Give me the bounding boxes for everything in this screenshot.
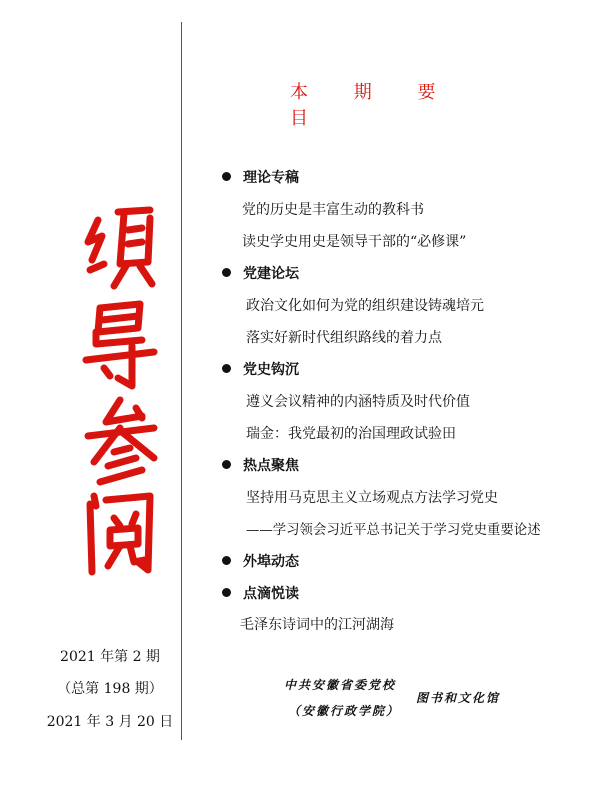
bullet-icon	[222, 556, 231, 565]
toc-item[interactable]: 党的历史是丰富生动的教科书	[242, 202, 424, 218]
toc-section-4[interactable]	[222, 455, 299, 475]
toc-item[interactable]: 落实好新时代组织路线的着力点	[246, 330, 442, 346]
toc-section-5[interactable]	[222, 551, 299, 571]
bullet-icon	[222, 172, 231, 181]
toc-section-title: 党建论坛	[243, 266, 299, 282]
vertical-divider	[181, 22, 182, 740]
toc-heading: 本 期 要 目	[290, 82, 456, 129]
toc-section-title: 党史钩沉	[243, 362, 299, 378]
toc-item[interactable]: 政治文化如何为党的组织建设铸魂培元	[246, 298, 484, 314]
masthead-char-2	[86, 304, 154, 386]
masthead-char-4	[90, 496, 150, 572]
toc-item[interactable]: 毛泽东诗词中的江河湖海	[240, 617, 394, 633]
masthead-calligraphy	[80, 200, 160, 580]
publisher-dept: 图书和文化馆	[416, 691, 501, 705]
toc-section-title: 理论专稿	[243, 170, 299, 186]
toc-section-1[interactable]	[222, 167, 299, 187]
toc-item-subtitle[interactable]: ——学习领会习近平总书记关于学习党史重要论述	[246, 523, 541, 538]
toc-item[interactable]: 坚持用马克思主义立场观点方法学习党史	[246, 490, 498, 506]
toc-item[interactable]: 遵义会议精神的内涵特质及时代价值	[246, 394, 470, 410]
issue-date: 2021 年 3 月 20 日	[46, 714, 174, 730]
toc-section-6[interactable]	[222, 583, 299, 603]
masthead-char-3	[88, 400, 154, 482]
publisher-subname: （安徽行政学院）	[288, 704, 401, 718]
masthead-char-1	[88, 210, 152, 286]
bullet-icon	[222, 268, 231, 277]
toc-section-title: 热点聚焦	[243, 458, 299, 474]
bullet-icon	[222, 460, 231, 469]
toc-section-title: 点滴悦读	[243, 586, 299, 602]
masthead-calligraphy-art	[80, 200, 160, 580]
toc-item[interactable]: 读史学史用史是领导干部的“必修课”	[242, 234, 467, 250]
toc-section-2[interactable]	[222, 263, 299, 283]
toc-item[interactable]: 瑞金：我党最初的治国理政试验田	[246, 426, 456, 442]
issue-number: 2021 年第 2 期	[60, 649, 160, 665]
bullet-icon	[222, 588, 231, 597]
publisher-name: 中共安徽省委党校	[284, 678, 397, 692]
toc-section-3[interactable]	[222, 359, 299, 379]
issue-total: （总第 198 期）	[57, 681, 163, 697]
toc-section-title: 外埠动态	[243, 554, 299, 570]
bullet-icon	[222, 364, 231, 373]
